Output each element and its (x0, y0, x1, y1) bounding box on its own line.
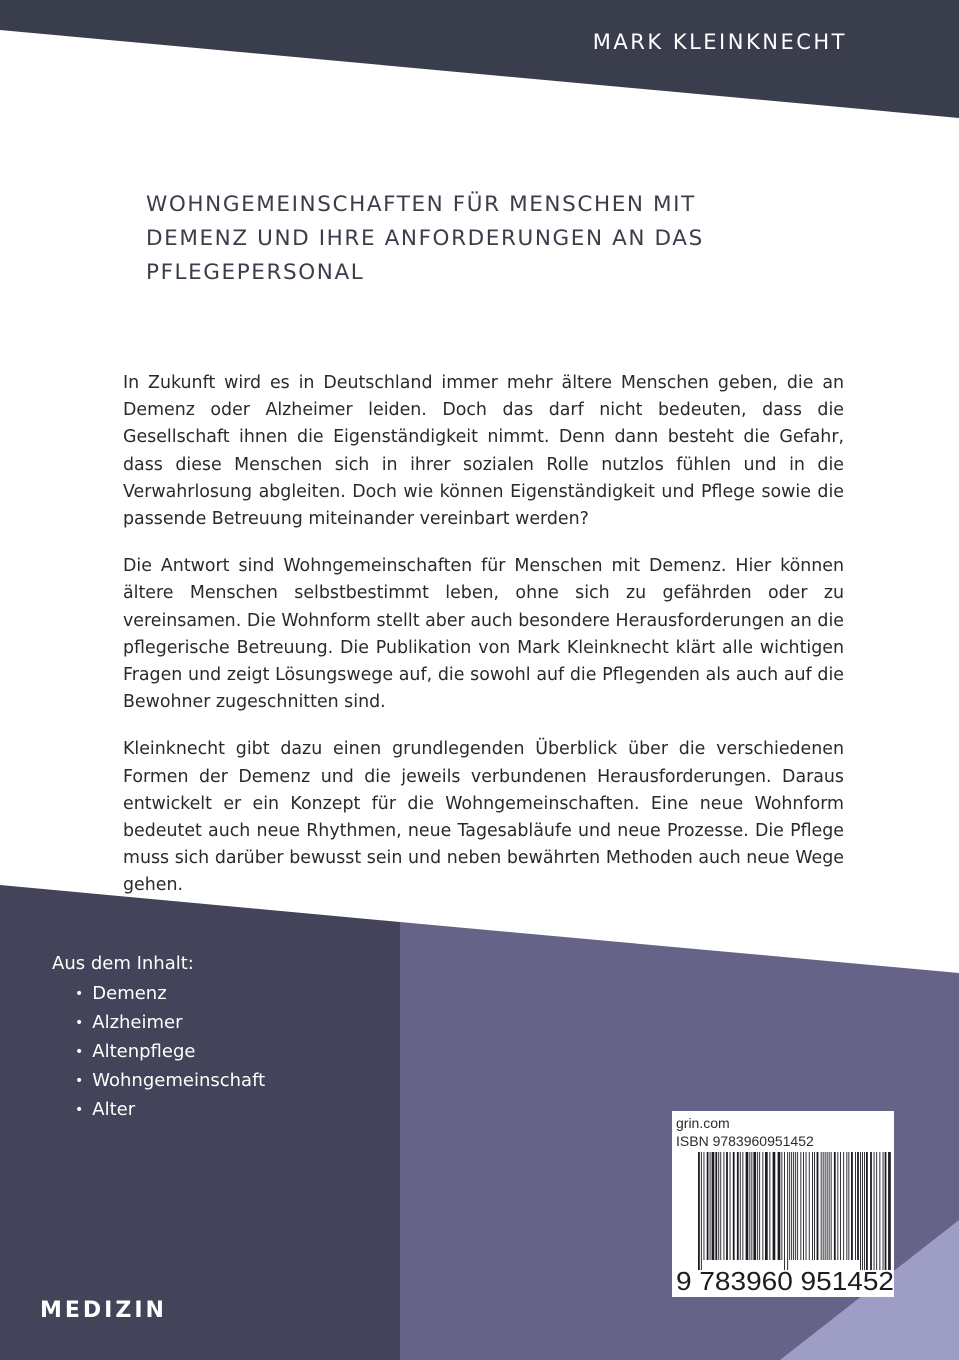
barcode-bar (843, 1152, 844, 1260)
barcode-bar (876, 1152, 877, 1270)
barcode-bar (797, 1152, 798, 1260)
barcode-bar (851, 1152, 853, 1260)
barcode-bar (870, 1152, 872, 1270)
barcode-bar (860, 1152, 861, 1270)
barcode-bar (762, 1152, 763, 1260)
barcode-bar (855, 1152, 856, 1260)
barcode-bar (866, 1152, 868, 1270)
barcode-bar (730, 1152, 731, 1260)
barcode-bar (823, 1152, 824, 1260)
barcode-bar (793, 1152, 794, 1260)
barcode-bar (829, 1152, 830, 1260)
barcode-bar (888, 1152, 891, 1270)
barcode-number: 9 783960 951452 (676, 1266, 894, 1296)
barcode-bar (831, 1152, 832, 1260)
barcode-bar (837, 1152, 838, 1260)
barcode-bar (704, 1152, 705, 1260)
publisher-url: grin.com (676, 1115, 730, 1131)
contents-item: • Demenz (75, 980, 265, 1009)
barcode-bar (864, 1152, 865, 1270)
barcode-bar (726, 1152, 728, 1260)
barcode-bar (795, 1152, 796, 1260)
barcode (676, 1152, 894, 1296)
barcode-bar (778, 1152, 781, 1260)
barcode-bar (800, 1152, 801, 1260)
blurb-paragraph: Die Antwort sind Wohngemeinschaften für Menschen mit Demenz. Hier können ältere Menschen selbstbestimmt leben, ohne sich zu gefährden oder zu vereinsamen. Die Wohnform stellt aber auch besondere Herausforderungen an die pflegerische Betreuung. Die Publikation von Mark Kleinknecht klärt alle wichtigen Fragen und zeigt Lösungswege auf, die sowohl auf die Pflegenden als auch auf die Bewohner zugeschnitten sind. (123, 556, 844, 713)
barcode-bars (698, 1152, 891, 1270)
title-line: DEMENZ UND IHRE ANFORDERUNGEN AN DAS (146, 226, 704, 251)
barcode-bar (740, 1152, 741, 1260)
book-title (146, 188, 806, 290)
contents-item: • Alzheimer (75, 1009, 265, 1038)
barcode-bar (753, 1152, 756, 1260)
barcode-bar (846, 1152, 847, 1260)
barcode-bar (712, 1152, 715, 1260)
barcode-bar (814, 1152, 815, 1260)
barcode-bar (715, 1152, 717, 1260)
barcode-bar (857, 1152, 859, 1260)
author-name: MARK KLEINKNECHT (592, 30, 847, 54)
title-line: PFLEGEPERSONAL (146, 260, 365, 285)
barcode-bar (720, 1152, 721, 1260)
barcode-bar (803, 1152, 804, 1260)
contents-item: • Alter (75, 1096, 265, 1125)
barcode-bar (840, 1152, 841, 1260)
barcode-bar (883, 1152, 884, 1270)
barcode-bar (773, 1152, 776, 1260)
barcode-bar (781, 1152, 782, 1260)
barcode-bar (874, 1152, 875, 1270)
top-band (0, 0, 959, 118)
barcode-bar (821, 1152, 822, 1260)
blurb (123, 370, 844, 920)
barcode-bar (806, 1152, 807, 1260)
barcode-bar (827, 1152, 828, 1260)
barcode-bar (784, 1152, 785, 1270)
isbn-text: ISBN 9783960951452 (676, 1133, 814, 1149)
barcode-bar (751, 1152, 752, 1260)
barcode-bar (789, 1152, 790, 1260)
barcode-bar (724, 1152, 725, 1260)
barcode-bar (834, 1152, 836, 1260)
barcode-bar (718, 1152, 719, 1260)
barcode-bar (787, 1152, 788, 1270)
barcode-bar (733, 1152, 735, 1260)
contents-item: • Altenpflege (75, 1038, 265, 1067)
barcode-bar (791, 1152, 792, 1260)
barcode-bar (848, 1152, 849, 1260)
barcode-bar (769, 1152, 770, 1260)
barcode-bar (862, 1152, 863, 1270)
contents-item: • Wohngemeinschaft (75, 1067, 265, 1096)
barcode-bar (707, 1152, 709, 1260)
barcode-bar (812, 1152, 813, 1260)
title-line: WOHNGEMEINSCHAFTEN FÜR MENSCHEN MIT (146, 192, 696, 217)
barcode-bar (749, 1152, 750, 1260)
contents-heading: Aus dem Inhalt: (52, 953, 194, 974)
barcode-bar (701, 1152, 702, 1270)
barcode-bar (817, 1152, 819, 1260)
blurb-paragraph: In Zukunft wird es in Deutschland immer mehr ältere Menschen geben, die an Demenz oder Alzheimer leiden. Doch das darf nicht bedeuten, dass die Gesellschaft ihnen die Eigenständigkeit nimmt. Denn dann besteht die Gefahr, dass diese Menschen sich in ihrer sozialen Rolle nutzlos fühlen und in die Verwahrlosung abgleiten. Doch wie können Eigenständigkeit und Pflege sowie die passende Betreuung miteinander vereinbart werden? (123, 373, 844, 530)
barcode-bar (879, 1152, 880, 1270)
barcode-bar (809, 1152, 810, 1260)
barcode-bar (757, 1152, 758, 1260)
barcode-bar (825, 1152, 826, 1260)
barcode-bar (759, 1152, 760, 1260)
contents-list (75, 980, 265, 1125)
barcode-bar (737, 1152, 739, 1260)
category-label: MEDIZIN (40, 1298, 167, 1323)
barcode-bar (710, 1152, 711, 1260)
barcode-bar (698, 1152, 700, 1270)
barcode-bar (765, 1152, 768, 1260)
blurb-paragraph: Kleinknecht gibt dazu einen grundlegenden Überblick über die verschiedenen Formen der Demenz und die jeweils verbundenen Herausforderungen. Daraus entwickelt er ein Konzept für die Wohngemeinschaften. Eine neue Wohnform bedeutet auch neue Rhythmen, neue Tagesabläufe und neue Prozesse. Die Pflege muss sich darüber bewusst sein und neben bewährten Methoden auch neue Wege gehen. (123, 739, 844, 896)
barcode-bar (742, 1152, 743, 1260)
barcode-bar (746, 1152, 749, 1260)
barcode-bar (885, 1152, 887, 1270)
